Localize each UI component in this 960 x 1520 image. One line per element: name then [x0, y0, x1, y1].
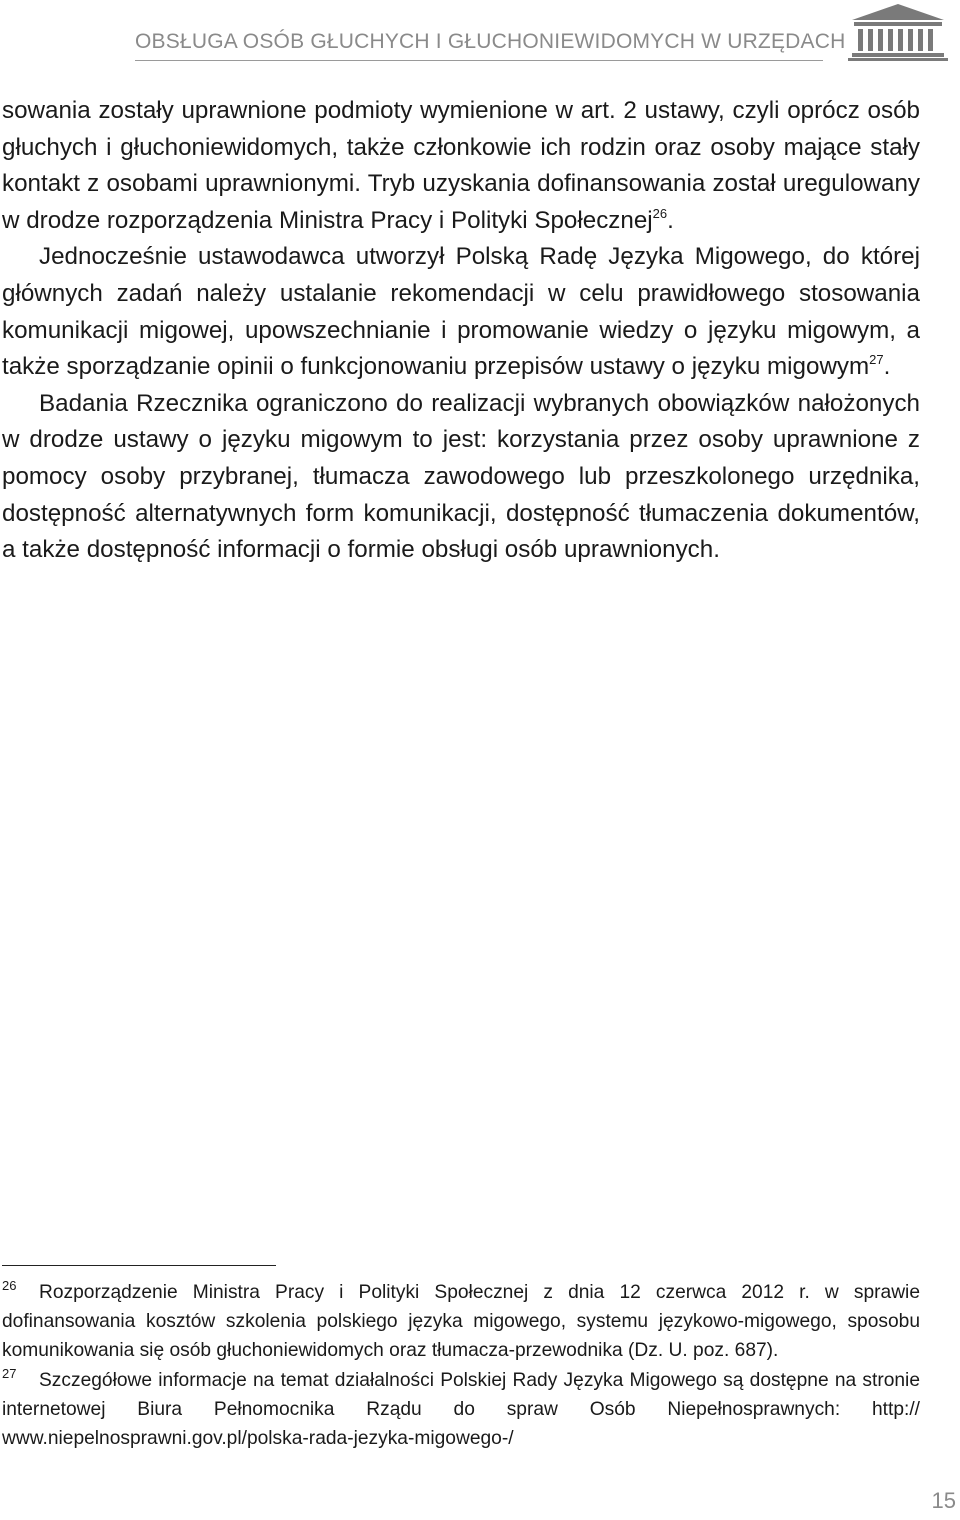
paragraph-ombudsman-research [2, 386, 920, 569]
paragraph-continuation [2, 93, 920, 239]
footnote-ref-27: 27 [869, 352, 884, 368]
footnote-text: Rozporządzenie Ministra Pracy i Polityki Społecznej z dnia 12 czerwca 2012 r. w sprawie dofinansowania kosztów szkolenia polskiego języka migowego, systemu językowo-migowego, sposobu komunikowania się osób głuchoniewidomych oraz tłumacza-przewodnika (Dz. U. poz. 687). [2, 1282, 920, 1362]
footnote-ref-26: 26 [652, 205, 668, 221]
building-columns-logo-icon [848, 2, 948, 62]
paragraph-text: Badania Rzecznika ograniczono do realizacji wybranych obowiązków nałożonych w drodze ustawy o języku migowym to jest: korzystania przez osoby uprawnione z pomocy osoby przybranej, tłumacza zawodowego lub przeszkolonego urzędnika, dostępność alternatywnych form komunikacji, dostępność tłumaczenia dokumentów, a także dostępność informacji o formie obsługi osób uprawnionych. [2, 389, 920, 564]
header-divider [135, 60, 823, 61]
paragraph-end: . [667, 206, 674, 234]
footnote-text: Szczegółowe informacje na temat działalności Polskiej Rady Języka Migowego są dostępne na stronie internetowej Biura Pełnomocnika Rządu do spraw Osób Niepełnosprawnych: http:// www.niepelnosprawni.gov.pl/polska-rada-jezyka-migowego-/ [2, 1369, 920, 1450]
footnotes [2, 1278, 920, 1453]
paragraph-end: . [883, 353, 891, 381]
paragraph-text: Jednocześnie ustawodawca utworzył Polską Radę Języka Migowego, do której głównych zadań należy ustalanie rekomendacji w celu prawidłowego stosowania komunikacji migowej, upowszechnianie i promowanie wiedzy o języku migowym, a także sporządzanie opinii o funkcjonowaniu przepisów ustawy o języku migowym [2, 243, 920, 381]
footnote-27: 27 Szczegółowe informacje na temat działalności Polskiej Rady Języka Migowego są dostępne na stronie internetowej Biura Pełnomocnika Rządu do spraw Osób Niepełnosprawnych: http:// www.niepelnosprawni.gov.pl/polska-rada-jezyka-migowego-/ [2, 1365, 920, 1450]
footnote-divider [2, 1265, 276, 1266]
running-header-title: OBSŁUGA OSÓB GŁUCHYCH I GŁUCHONIEWIDOMYCH W URZĘDACH [135, 30, 846, 53]
paragraph-polish-sign-language-council [2, 239, 920, 385]
page-header [0, 0, 960, 70]
main-body-text [2, 93, 920, 569]
footnote-26: 26 Rozporządzenie Ministra Pracy i Polityki Społecznej z dnia 12 czerwca 2012 r. w sprawie dofinansowania kosztów szkolenia polskiego języka migowego, systemu językowo-migowego, sposobu komunikowania się osób głuchoniewidomych oraz tłumacza-przewodnika (Dz. U. poz. 687). [2, 1278, 920, 1362]
paragraph-text: sowania zostały uprawnione podmioty wymienione w art. 2 ustawy, czyli oprócz osób głuchych i głuchoniewidomych, także członkowie ich rodzin oraz osoby mające stały kontakt z osobami uprawnionymi. Tryb uzyskania dofinansowania został uregulowany w drodze rozporządzenia Ministra Pracy i Polityki Społecznej [2, 97, 920, 234]
page-number: 15 [931, 1488, 956, 1513]
